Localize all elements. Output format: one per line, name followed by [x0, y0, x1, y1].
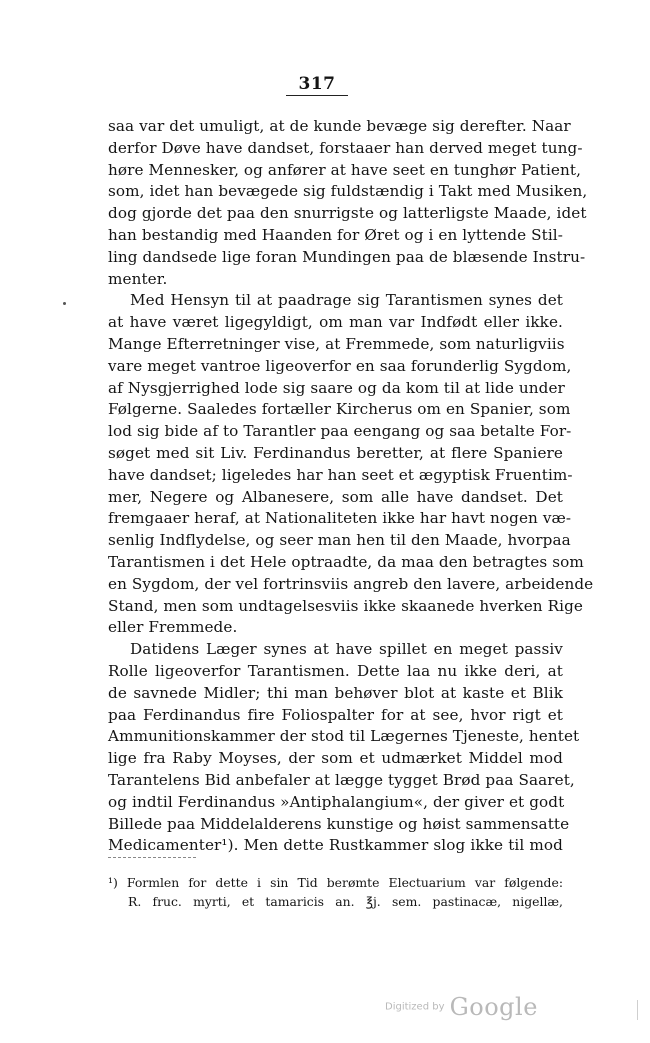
text-line: at have været ligegyldigt, om man var Indfødt eller ikke.	[108, 313, 563, 332]
text-line: de savnede Midler; thi man behøver blot at kaste et Blik	[108, 683, 563, 702]
text-line: Følgerne. Saaledes fortæller Kircherus om en Spanier, som	[108, 400, 571, 419]
text-line: Tarantelens Bid anbefaler at lægge tygget Brød paa Saaret,	[108, 770, 575, 789]
paragraph-2	[108, 290, 594, 639]
text-line: han bestandig med Haanden for Øret og i en lyttende Stil-	[108, 225, 563, 244]
paragraph-3	[108, 639, 580, 857]
paragraph-1	[108, 116, 588, 290]
text-line: Medicamenter¹). Men dette Rustkammer slog ikke til mod	[108, 836, 563, 855]
footnote	[108, 873, 563, 911]
text-line: Rolle ligeoverfor Tarantismen. Dette laa nu ikke deri, at	[108, 661, 563, 680]
text-line: søget med sit Liv. Ferdinandus beretter, at flere Spaniere	[108, 443, 563, 462]
digitized-watermark	[385, 993, 538, 1021]
page-edge-mark	[637, 1000, 638, 1020]
page-number: 317	[298, 74, 336, 94]
text-line: Ammunitionskammer der stod til Lægernes Tjeneste, hentet	[108, 727, 580, 746]
text-line: Med Hensyn til at paadrage sig Tarantismen synes det	[130, 291, 563, 310]
footnote-line: ¹) Formlen for dette i sin Tid berømte Electuarium var følgende:	[108, 875, 563, 890]
text-line: senlig Indflydelse, og seer man hen til den Maade, hvorpaa	[108, 531, 571, 550]
text-line: høre Mennesker, og anfører at have seet en tunghør Patient,	[108, 160, 582, 179]
text-line: paa Ferdinandus fire Foliospalter for at see, hvor rigt et	[108, 705, 563, 724]
text-line: lod sig bide af to Tarantler paa eengang og saa betalte For-	[108, 422, 572, 441]
watermark-prefix: Digitized by	[385, 1001, 445, 1013]
footnote-divider	[108, 857, 196, 858]
text-line: mer, Negere og Albanesere, som alle have dandset. Det	[108, 487, 563, 506]
text-line: Billede paa Middelalderens kunstige og høist sammensatte	[108, 814, 570, 833]
body-text	[108, 116, 594, 857]
text-line: eller Fremmede.	[108, 618, 238, 637]
watermark-logo: Google	[449, 993, 538, 1021]
text-line: saa var det umuligt, at de kunde bevæge sig derefter. Naar	[108, 117, 571, 135]
text-line: lige fra Raby Moyses, der som et udmærket Middel mod	[108, 749, 563, 768]
margin-speck	[63, 302, 66, 305]
text-line: fremgaaer heraf, at Nationaliteten ikke har havt nogen væ-	[108, 509, 572, 528]
text-line: Tarantismen i det Hele optraadte, da maa den betragtes som	[108, 552, 584, 571]
text-line: Datidens Læger synes at have spillet en meget passiv	[130, 640, 563, 659]
text-line: menter.	[108, 269, 168, 288]
text-line: vare meget vantroe ligeoverfor en saa forunderlig Sygdom,	[108, 356, 572, 375]
text-line: Mange Efterretninger vise, at Fremmede, som naturligviis	[108, 334, 565, 353]
text-line: dog gjorde det paa den snurrigste og latterligste Maade, idet	[108, 204, 587, 223]
text-line: og indtil Ferdinandus »Antiphalangium«, der giver et godt	[108, 792, 565, 811]
text-line: ling dandsede lige foran Mundingen paa de blæsende Instru-	[108, 247, 586, 266]
text-line: Stand, men som undtagelsesviis ikke skaanede hverken Rige	[108, 596, 583, 615]
text-line: derfor Døve have dandset, forstaaer han derved meget tung-	[108, 138, 583, 157]
text-line: af Nysgjerrighed lode sig saare og da kom til at lide under	[108, 378, 565, 397]
text-line: som, idet han bevægede sig fuldstændig i Takt med Musiken,	[108, 182, 588, 201]
text-line: en Sygdom, der vel fortrinsviis angreb den lavere, arbeidende	[108, 574, 594, 593]
footnote-line: R. fruc. myrti, et tamaricis an. ℥j. sem. pastinacæ, nigellæ,	[128, 894, 563, 909]
text-line: have dandset; ligeledes har han seet et ægyptisk Fruentim-	[108, 465, 573, 484]
page-number-underline	[286, 95, 348, 96]
